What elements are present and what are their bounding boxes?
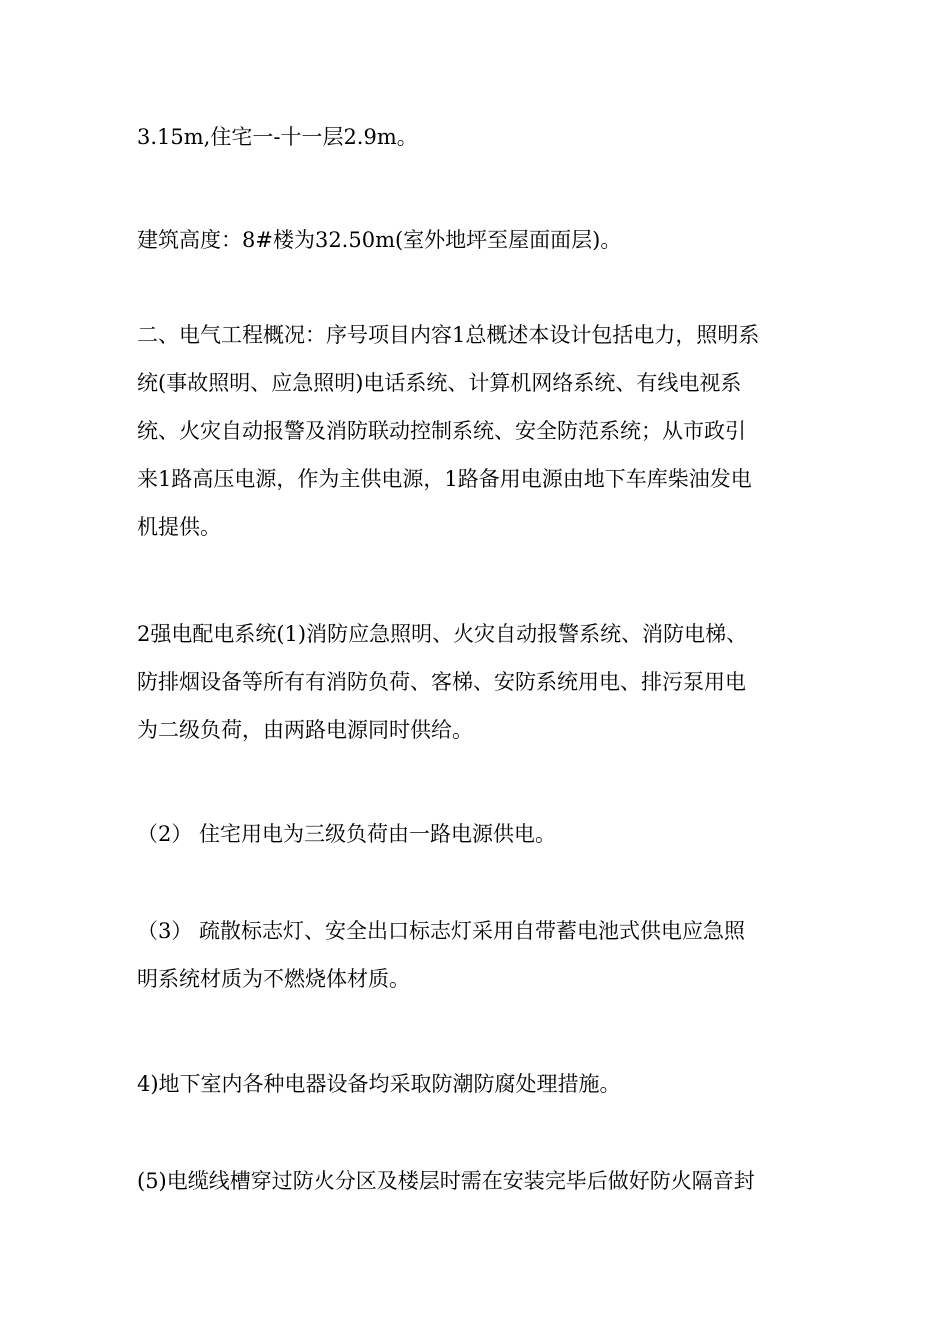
text-line: 来1路高压电源，作为主供电源，1路备用电源由地下车库柴油发电 xyxy=(137,467,752,491)
text-line: 2强电配电系统(1)消防应急照明、火灾自动报警系统、消防电梯、 xyxy=(137,622,748,646)
paragraph-3 xyxy=(137,311,817,551)
paragraph-5 xyxy=(137,810,817,858)
paragraph-1 xyxy=(137,113,817,161)
text-line: 二、电气工程概况：序号项目内容1总概述本设计包括电力，照明系 xyxy=(137,323,760,347)
text-line: 机提供。 xyxy=(137,515,221,539)
paragraph-7 xyxy=(137,1060,817,1108)
text-line: （2） 住宅用电为三级负荷由一路电源供电。 xyxy=(137,822,557,846)
text-line: 3.15m,住宅一-十一层2.9m。 xyxy=(137,125,418,149)
paragraph-2 xyxy=(137,216,817,264)
text-line: (5)电缆线槽穿过防火分区及楼层时需在安装完毕后做好防火隔音封 xyxy=(137,1169,755,1193)
paragraph-6 xyxy=(137,907,817,1003)
text-line: （3） 疏散标志灯、安全出口标志灯采用自带蓄电池式供电应急照 xyxy=(137,919,746,943)
text-line: 防排烟设备等所有有消防负荷、客梯、安防系统用电、排污泵用电 xyxy=(137,670,746,694)
paragraph-8 xyxy=(137,1157,817,1205)
text-line: 明系统材质为不燃烧体材质。 xyxy=(137,967,410,991)
text-line: 4)地下室内各种电器设备均采取防潮防腐处理措施。 xyxy=(137,1072,621,1096)
text-line: 统、火灾自动报警及消防联动控制系统、安全防范系统；从市政引 xyxy=(137,419,746,443)
text-line: 建筑高度：8#楼为32.50m(室外地坪至屋面面层)。 xyxy=(137,228,622,252)
paragraph-4 xyxy=(137,610,817,754)
text-line: 统(事故照明、应急照明)电话系统、计算机网络系统、有线电视系 xyxy=(137,371,742,395)
text-line: 为二级负荷，由两路电源同时供给。 xyxy=(137,718,473,742)
